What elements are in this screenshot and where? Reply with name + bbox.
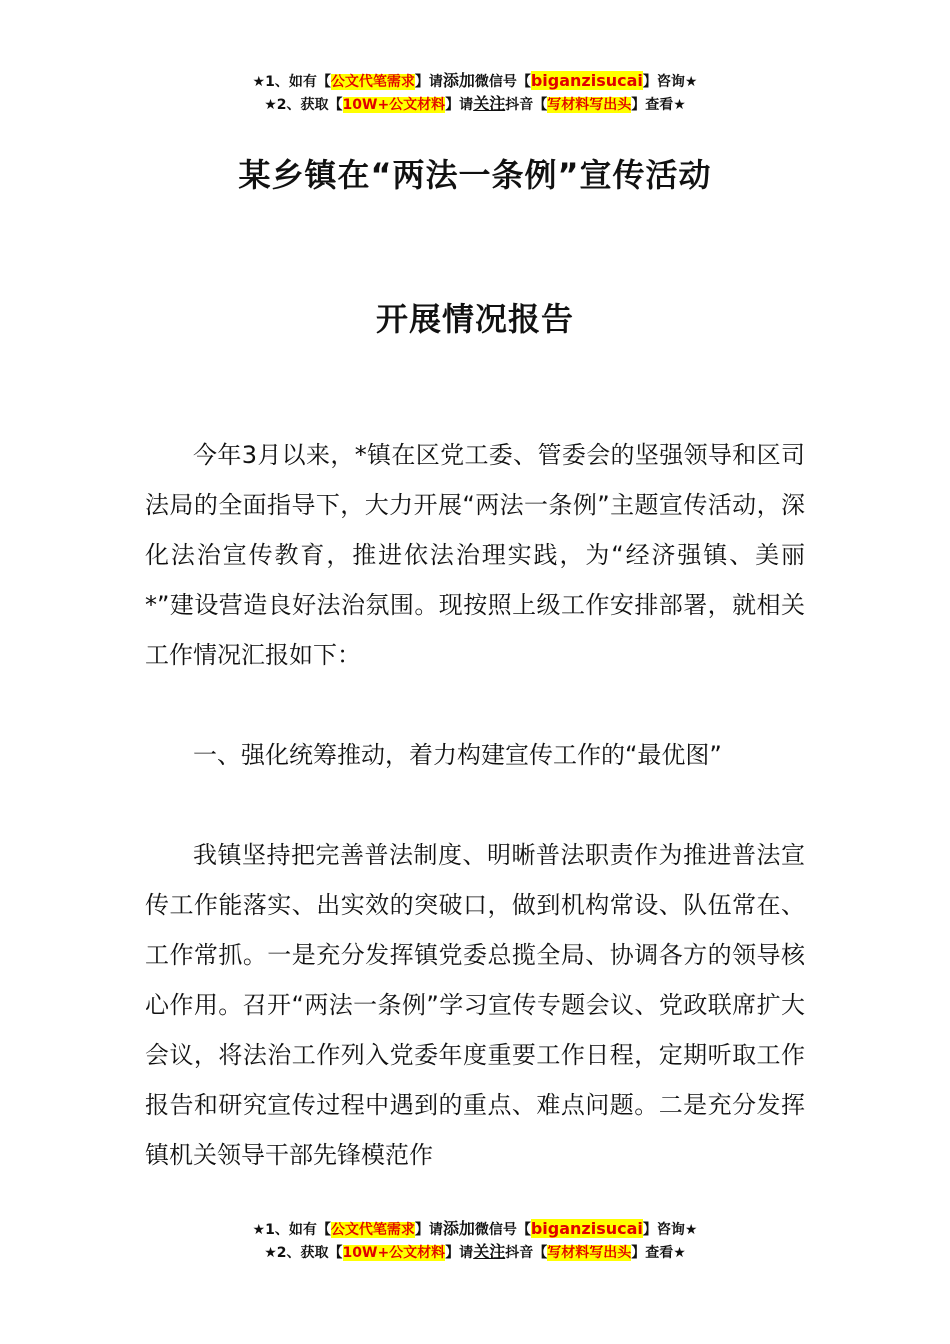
banner-text: 】请 <box>445 1245 474 1261</box>
banner-emphasis: 关注 <box>473 94 506 113</box>
banner-line-2 <box>0 93 950 116</box>
banner-douyin-id: 写材料写出头 <box>547 1245 632 1261</box>
top-banner <box>0 70 950 116</box>
banner-text: ★1、如有【 <box>252 1222 331 1238</box>
banner-highlight: 10W+公文材料 <box>342 97 446 113</box>
bottom-banner <box>0 1218 950 1264</box>
banner-text: 】请 <box>414 1222 443 1238</box>
banner-line-1 <box>0 1218 950 1241</box>
banner-text: 】咨询★ <box>642 1222 698 1238</box>
banner-text: ★2、获取【 <box>264 97 343 113</box>
body-paragraph-1: 我镇坚持把完善普法制度、明晰普法职责作为推进普法宣传工作能落实、出实效的突破口，做到机构常设、队伍常在、工作常抓。一是充分发挥镇党委总揽全局、协调各方的领导核心作用。召开“两法一条例”学习宣传专题会议、党政联席扩大会议，将法治工作列入党委年度重要工作日程，定期听取工作报告和研究宣传过程中遇到的重点、难点问题。二是充分发挥镇机关领导干部先锋模范作 <box>145 841 805 1169</box>
banner-text: 微信号【 <box>474 74 531 90</box>
banner-line-1 <box>0 70 950 93</box>
banner-emphasis: 添加 <box>442 71 475 90</box>
banner-text: 】请 <box>445 97 474 113</box>
banner-text: ★1、如有【 <box>252 74 331 90</box>
section-heading-1: 一、强化统筹推动，着力构建宣传工作的“最优图” <box>193 741 722 769</box>
banner-text: ★2、获取【 <box>264 1245 343 1261</box>
banner-emphasis: 添加 <box>442 1219 475 1238</box>
banner-wechat-id: biganzisucai <box>530 1219 643 1238</box>
banner-text: 】请 <box>414 74 443 90</box>
banner-text: 】咨询★ <box>642 74 698 90</box>
document-title-line-2: 开展情况报告 <box>375 300 574 338</box>
intro-paragraph: 今年3月以来，*镇在区党工委、管委会的坚强领导和区司法局的全面指导下，大力开展“两法一条例”主题宣传活动，深化法治宣传教育，推进依法治理实践，为“经济强镇、美丽*”建设营造良好法治氛围。现按照上级工作安排部署，就相关工作情况汇报如下： <box>145 441 805 669</box>
banner-highlight: 公文代笔需求 <box>330 1222 415 1238</box>
banner-emphasis: 关注 <box>473 1242 506 1261</box>
banner-text: 微信号【 <box>474 1222 531 1238</box>
banner-text: 抖音【 <box>505 97 548 113</box>
banner-text: 】查看★ <box>631 97 686 113</box>
banner-douyin-id: 写材料写出头 <box>547 97 632 113</box>
banner-highlight: 10W+公文材料 <box>342 1245 446 1261</box>
banner-highlight: 公文代笔需求 <box>330 74 415 90</box>
document-title-line-1: 某乡镇在“两法一条例”宣传活动 <box>238 156 712 194</box>
banner-text: 抖音【 <box>505 1245 548 1261</box>
banner-line-2 <box>0 1241 950 1264</box>
banner-wechat-id: biganzisucai <box>530 71 643 90</box>
banner-text: 】查看★ <box>631 1245 686 1261</box>
